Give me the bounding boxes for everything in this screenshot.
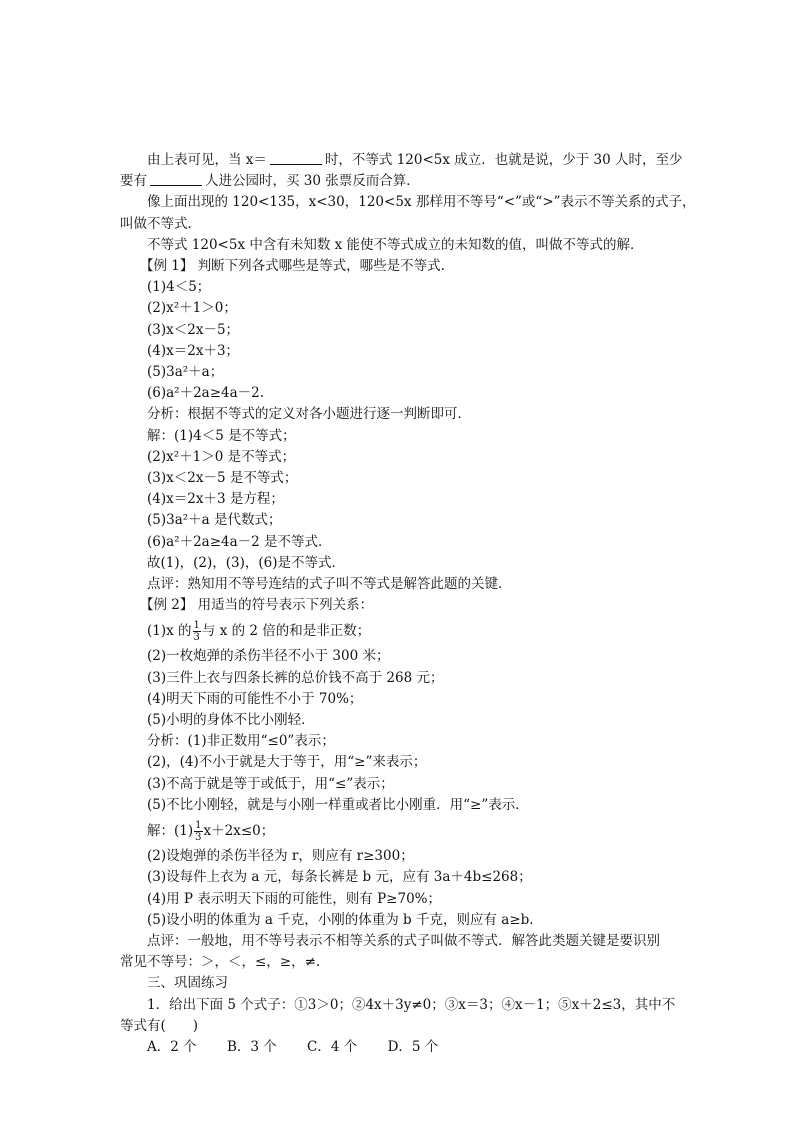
example2-text: (1)x 的 [147,623,192,640]
intro-paragraph-1-cont [120,171,680,192]
example2-item: (4)明天下雨的可能性不小于 70%； [147,690,363,707]
example2-solution-line: (3)设每件上衣为 a 元，每条长裤是 b 元，应有 3a＋4b≤268； [147,869,532,886]
fraction-denominator: 3 [195,832,202,844]
option-d: D．5 个 [387,1038,439,1055]
example1-analysis: 分析：根据不等式的定义对各小题进行逐一判断即可． [147,406,471,423]
example2-text: 解：(1) [147,823,194,840]
fraction [193,620,201,643]
intro-text: 由上表可见，当 x＝ [147,152,267,168]
example2-item: (2)一枚炮弹的杀伤半径不小于 300 米； [147,648,390,665]
example2-solution-1 [120,816,680,846]
example1-item: (3)x＜2x－5； [147,321,240,338]
intro-text: 人进公园时，买 30 张票反而合算． [205,173,420,190]
example1-title: 【例 1】 判断下列各式哪些是等式，哪些是不等式. [140,258,445,275]
intro-paragraph-2-cont: 叫做不等式． [120,215,201,232]
example2-solution-line: (2)设炮弹的杀伤半径为 r，则应有 r≥300； [147,848,414,865]
option-c: C．4 个 [307,1038,358,1055]
example2-solution-line: (5)设小明的体重为 a 千克，小刚的体重为 b 千克，则应有 a≥b. [147,911,534,928]
intro-paragraph-3: 不等式 120<5x 中含有未知数 x 能使不等式成立的未知数的值，叫做不等式的解． [147,236,644,253]
example1-solution-line: 故(1)，(2)，(3)，(6)是不等式． [147,554,345,571]
fill-blank [150,172,202,186]
example2-text: x＋2x≤0； [203,823,275,840]
fraction-numerator: 1 [195,820,202,832]
answer-options [120,1037,680,1058]
example1-comment: 点评：熟知用不等号连结的式子叫不等式是解答此题的关键． [147,576,512,593]
example2-solution-line: (4)用 P 表示明天下雨的可能性，则有 P≥70%； [147,890,441,907]
example1-item: (2)x²＋1＞0； [147,300,237,317]
intro-text: 时，不等式 120<5x 成立．也就是说，少于 30 人时，至少 [324,152,683,168]
example1-item: (4)x＝2x＋3； [147,342,240,359]
example2-title: 【例 2】 用适当的符号表示下列关系： [140,597,374,614]
fill-blank [270,151,322,165]
option-b: B．3 个 [226,1038,277,1055]
example2-analysis-line: (5)不比小刚轻，就是与小刚一样重或者比小刚重．用“≥”表示． [147,796,529,813]
example1-solution-line: (6)a²＋2a≥4a－2 是不等式． [147,533,332,550]
fraction [194,820,202,843]
fraction-numerator: 1 [193,620,200,632]
practice-heading: 三、巩固练习 [147,975,228,992]
example1-solution-line: (4)x＝2x＋3 是方程； [147,491,284,508]
example1-solution-line: 解：(1)4＜5 是不等式； [147,427,296,444]
practice-question-1-cont: 等式有( ) [120,1017,199,1034]
example2-comment-cont: 常见不等号：＞，＜，≤，≥，≠. [120,954,321,971]
example2-item: (3)三件上衣与四条长裤的总价钱不高于 268 元； [147,669,444,686]
example1-item: (5)3a²＋a； [147,364,224,381]
example1-solution-line: (3)x＜2x－5 是不等式； [147,470,298,487]
example2-analysis-line: 分析：(1)非正数用“≤0”表示； [147,733,335,750]
practice-question-1: 1．给出下面 5 个式子：①3＞0；②4x＋3y≠0；③x＝3；④x－1；⑤x＋2≤3，其中不 [147,996,676,1013]
intro-paragraph-1 [120,150,683,171]
example1-solution-line: (5)3a²＋a 是代数式； [147,512,282,529]
example2-comment: 点评：一般地，用不等号表示不相等关系的式子叫做不等式．解答此类题关键是要识别 [147,932,660,949]
fraction-denominator: 3 [193,632,200,644]
example2-item-1 [120,616,680,646]
example2-item: (5)小明的身体不比小刚轻． [147,712,315,729]
document-content [120,150,696,1058]
intro-paragraph-2: 像上面出现的 120<135，x<30，120<5x 那样用不等号“<”或“>”表示不等关系的式子， [147,194,696,211]
option-a: A．2 个 [147,1038,197,1055]
example2-analysis-line: (2)，(4)不小于就是大于等于，用“≥”来表示； [147,754,427,771]
example1-solution-line: (2)x²＋1＞0 是不等式； [147,448,296,465]
example2-text: 与 x 的 2 倍的和是非正数； [201,623,371,640]
intro-text: 要有 [120,173,147,190]
example1-item: (6)a²＋2a≥4a－2. [147,385,265,402]
example1-item: (1)4＜5； [147,279,211,296]
example2-analysis-line: (3)不高于就是等于或低于，用“≤”表示； [147,775,394,792]
